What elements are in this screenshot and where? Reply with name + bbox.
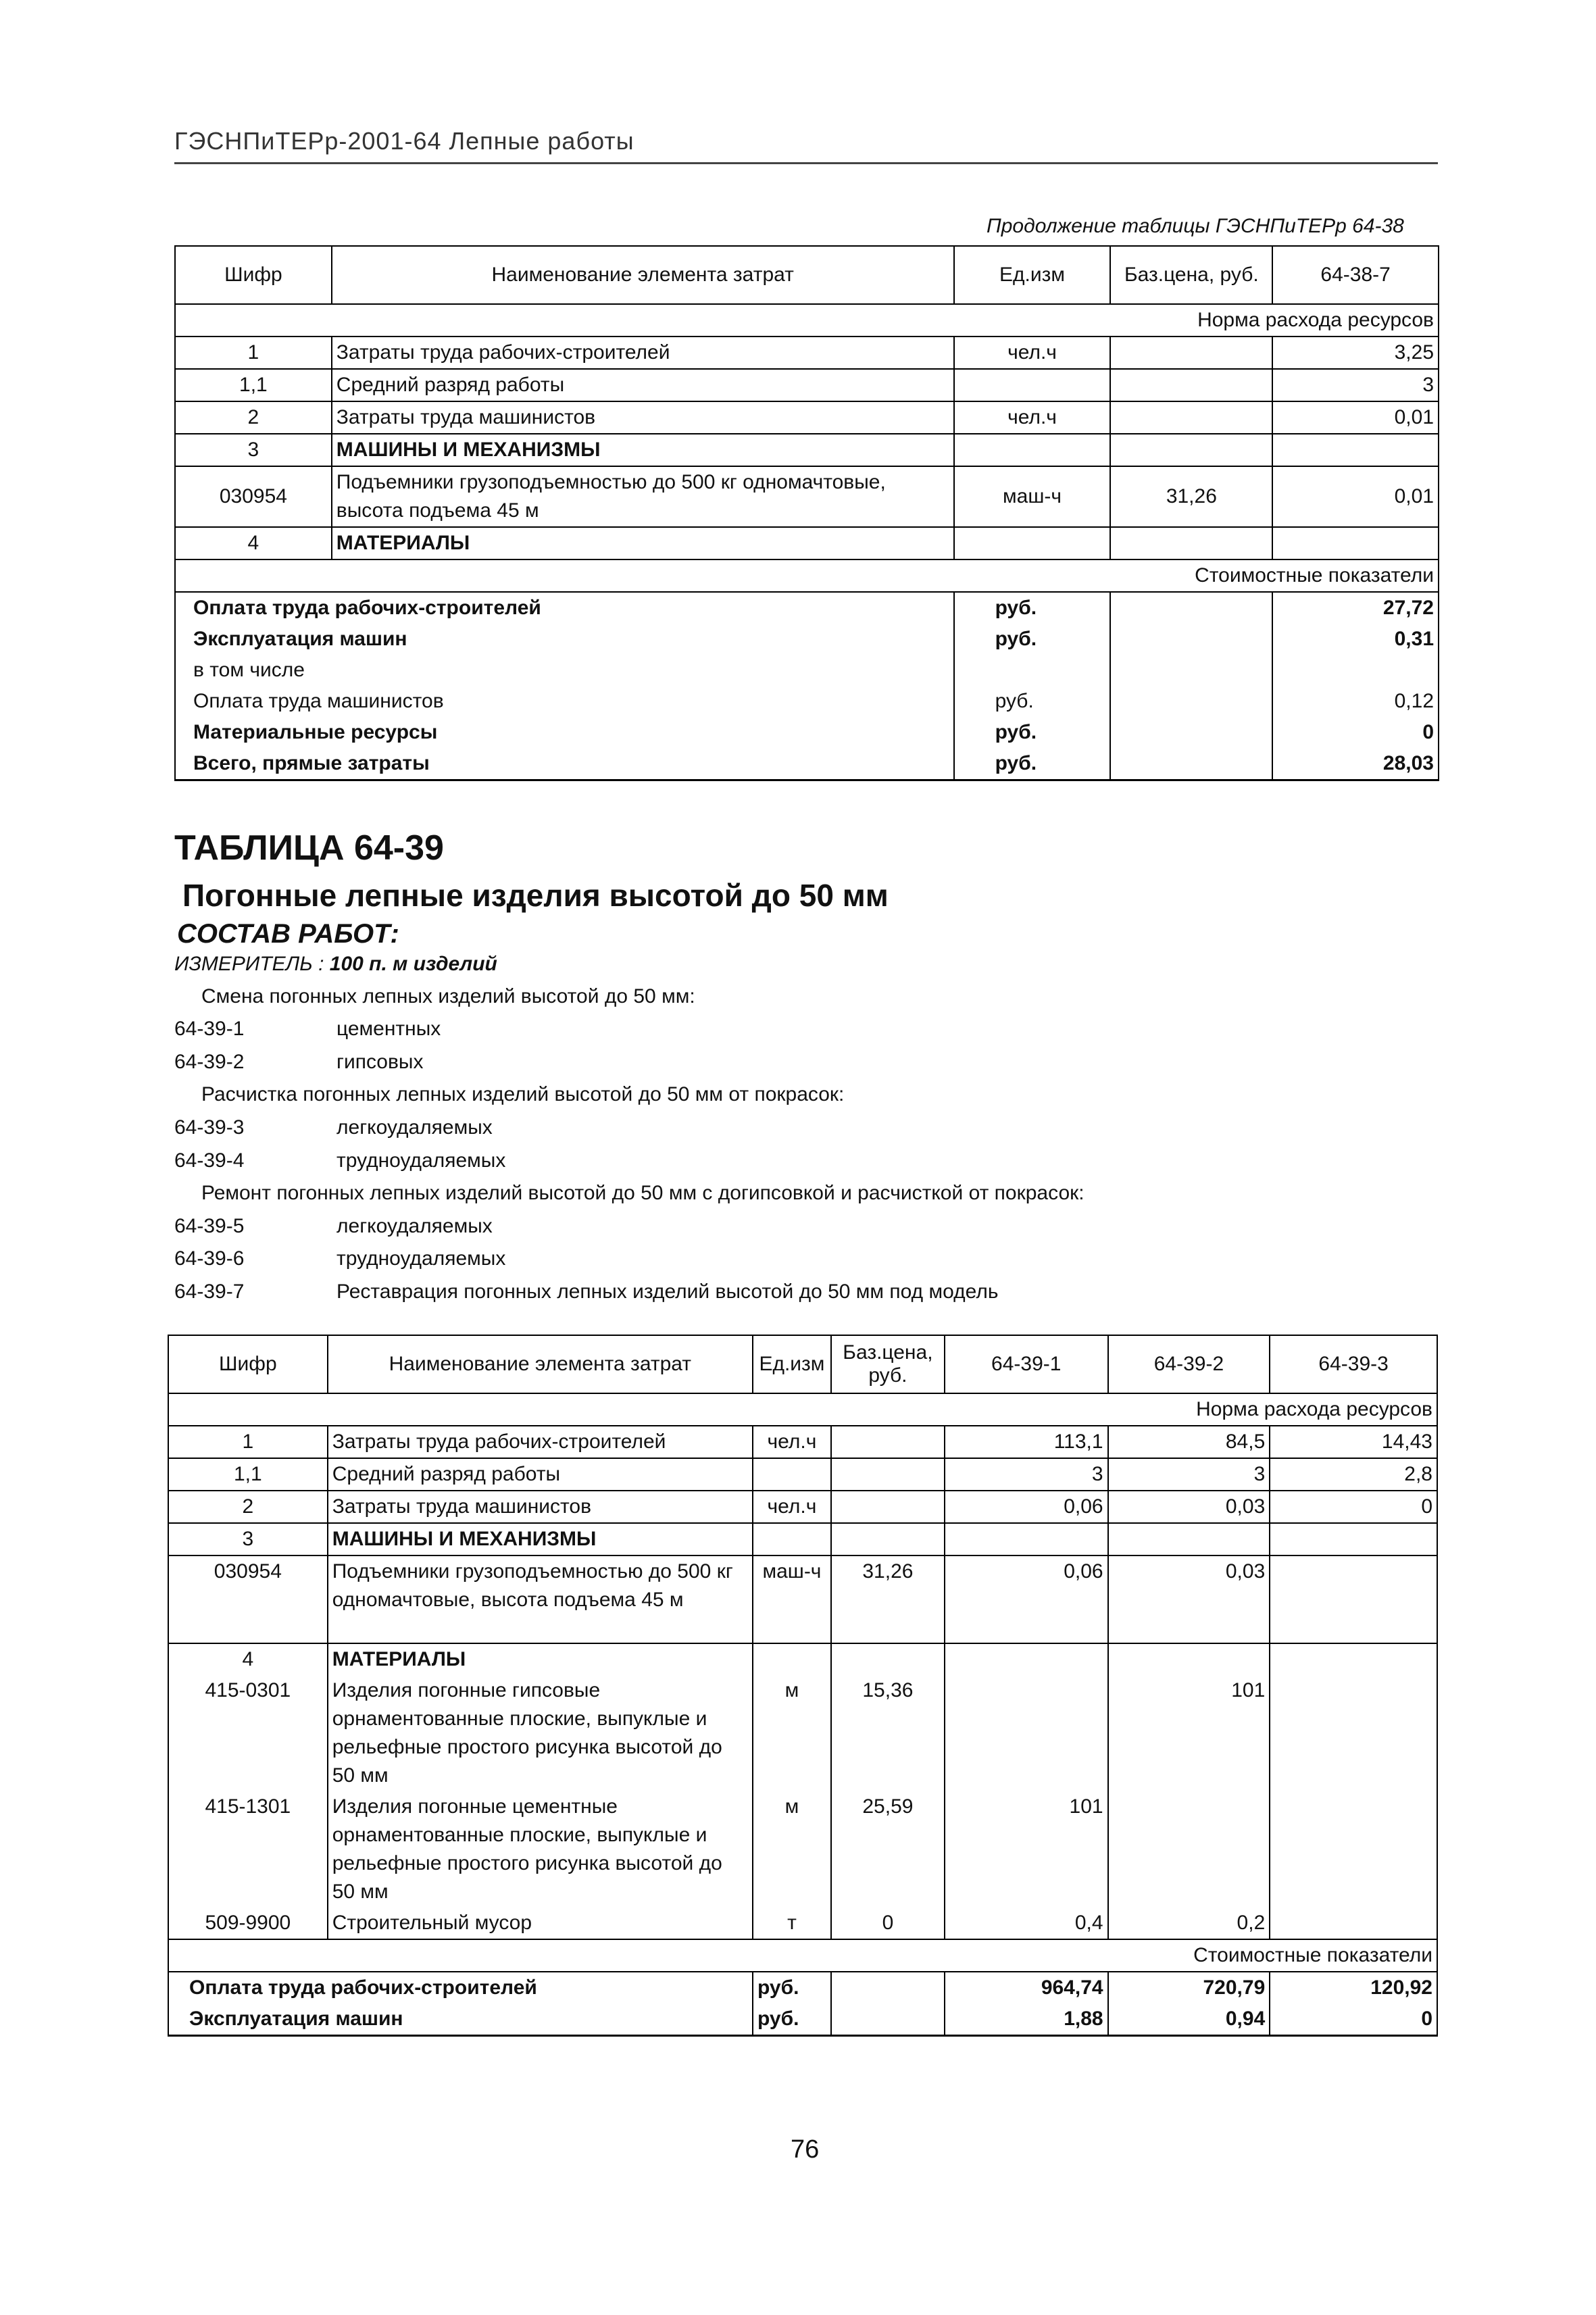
col-header-code: Шифр <box>168 1335 328 1393</box>
work-group-3: Ремонт погонных лепных изделий высотой до 50 мм с догипсовкой и расчисткой от покрасок: <box>201 1182 1084 1204</box>
cost-label: Стоимостные показатели <box>168 1939 1437 1972</box>
table-row <box>168 1555 1437 1643</box>
row-unit: м <box>753 1791 831 1908</box>
row-name: МАТЕРИАЛЫ <box>332 527 954 559</box>
row-value-2: 0,2 <box>1108 1908 1270 1939</box>
table-row <box>175 337 1439 369</box>
cost-empty <box>1110 624 1272 655</box>
row-code: 509-9900 <box>168 1908 328 1939</box>
cost-value: 0 <box>1272 717 1439 748</box>
row-value-1 <box>945 1643 1108 1675</box>
table-row <box>168 1458 1437 1491</box>
cost-name: Оплата труда машинистов <box>175 686 954 717</box>
cost-value: 0,31 <box>1272 624 1439 655</box>
table-64-38 <box>174 245 1439 781</box>
row-code: 415-1301 <box>168 1791 328 1908</box>
row-value: 0,01 <box>1272 466 1439 527</box>
row-unit: чел.ч <box>753 1426 831 1458</box>
row-code: 030954 <box>168 1555 328 1643</box>
table-64-39 <box>168 1335 1438 2037</box>
measurement-label: ИЗМЕРИТЕЛЬ : <box>174 953 324 975</box>
table-header-row <box>175 246 1439 304</box>
cost-row <box>168 1972 1437 2003</box>
row-value <box>1272 527 1439 559</box>
norm-label: Норма расхода ресурсов <box>175 304 1439 337</box>
table-subtitle: Погонные лепные изделия высотой до 50 мм <box>182 878 889 913</box>
row-name: Затраты труда машинистов <box>328 1491 753 1523</box>
row-price <box>831 1523 945 1555</box>
row-value-2: 101 <box>1108 1675 1270 1791</box>
table-row <box>175 401 1439 434</box>
row-value-1: 3 <box>945 1458 1108 1491</box>
table-row <box>168 1426 1437 1458</box>
row-name: Подъемники грузоподъемностью до 500 кг одномачтовые, высота подъема 45 м <box>328 1555 753 1643</box>
row-unit: чел.ч <box>954 337 1111 369</box>
col-header-code-64-38-7: 64-38-7 <box>1272 246 1439 304</box>
row-value-2: 3 <box>1108 1458 1270 1491</box>
row-name: МАТЕРИАЛЫ <box>328 1643 753 1675</box>
row-value: 0,01 <box>1272 401 1439 434</box>
norm-label: Норма расхода ресурсов <box>168 1393 1437 1426</box>
table-title: ТАБЛИЦА 64-39 <box>174 828 444 868</box>
work-code-4: 64-39-4 <box>174 1149 245 1172</box>
cost-value-1: 964,74 <box>945 1972 1108 2003</box>
row-value-3: 14,43 <box>1270 1426 1437 1458</box>
row-value-3: 2,8 <box>1270 1458 1437 1491</box>
work-group-1: Смена погонных лепных изделий высотой до 50 мм: <box>201 985 695 1007</box>
row-name: Подъемники грузоподъемностью до 500 кг одномачтовые, высота подъема 45 м <box>332 466 954 527</box>
row-price: 31,26 <box>831 1555 945 1643</box>
cost-unit <box>954 655 1111 686</box>
cost-unit: руб. <box>753 2003 831 2036</box>
cost-empty <box>1110 686 1272 717</box>
cost-unit: руб. <box>954 717 1111 748</box>
row-value-2 <box>1108 1791 1270 1908</box>
row-price <box>831 1458 945 1491</box>
row-code: 2 <box>168 1491 328 1523</box>
row-price: 0 <box>831 1908 945 1939</box>
row-price <box>1110 369 1272 401</box>
cost-name: Эксплуатация машин <box>175 624 954 655</box>
row-value-3 <box>1270 1523 1437 1555</box>
norm-row <box>175 304 1439 337</box>
header-rule <box>174 162 1438 164</box>
cost-row <box>175 717 1439 748</box>
col-header-64-39-3: 64-39-3 <box>1270 1335 1437 1393</box>
row-value-2 <box>1108 1643 1270 1675</box>
cost-value-2: 720,79 <box>1108 1972 1270 2003</box>
row-value-2: 0,03 <box>1108 1491 1270 1523</box>
work-group-2: Расчистка погонных лепных изделий высотой до 50 мм от покрасок: <box>201 1083 845 1105</box>
table-continuation-caption: Продолжение таблицы ГЭСНПиТЕРр 64-38 <box>987 215 1404 237</box>
row-value-3 <box>1270 1555 1437 1643</box>
cost-empty <box>1110 592 1272 624</box>
row-value-1: 0,06 <box>945 1491 1108 1523</box>
col-header-64-39-2: 64-39-2 <box>1108 1335 1270 1393</box>
cost-row <box>175 655 1439 686</box>
table-row <box>168 1643 1437 1675</box>
work-code-5: 64-39-5 <box>174 1215 245 1237</box>
row-code: 1,1 <box>168 1458 328 1491</box>
row-name: Затраты труда рабочих-строителей <box>328 1426 753 1458</box>
cost-label: Стоимостные показатели <box>175 559 1439 592</box>
row-price <box>831 1426 945 1458</box>
row-code: 415-0301 <box>168 1675 328 1791</box>
row-name: МАШИНЫ И МЕХАНИЗМЫ <box>328 1523 753 1555</box>
table-row <box>168 1675 1437 1791</box>
row-unit <box>954 369 1111 401</box>
row-code: 3 <box>175 434 332 466</box>
row-unit <box>753 1523 831 1555</box>
row-unit: т <box>753 1908 831 1939</box>
row-price: 31,26 <box>1110 466 1272 527</box>
row-value-3 <box>1270 1675 1437 1791</box>
cost-value <box>1272 655 1439 686</box>
cost-empty <box>1110 655 1272 686</box>
row-name: МАШИНЫ И МЕХАНИЗМЫ <box>332 434 954 466</box>
row-name: Изделия погонные цементные орнаментованные плоские, выпуклые и рельефные простого рисунка высотой до 50 мм <box>328 1791 753 1908</box>
row-unit: маш-ч <box>753 1555 831 1643</box>
work-code-1: 64-39-1 <box>174 1018 245 1040</box>
cost-value-1: 1,88 <box>945 2003 1108 2036</box>
cost-row <box>168 2003 1437 2036</box>
row-code: 4 <box>175 527 332 559</box>
cost-empty <box>1110 717 1272 748</box>
row-code: 1,1 <box>175 369 332 401</box>
row-name: Затраты труда машинистов <box>332 401 954 434</box>
row-price <box>1110 434 1272 466</box>
table-row <box>168 1523 1437 1555</box>
cost-value: 27,72 <box>1272 592 1439 624</box>
work-desc-1: цементных <box>336 1018 441 1040</box>
work-desc-7: Реставрация погонных лепных изделий высотой до 50 мм под модель <box>336 1280 999 1303</box>
cost-unit: руб. <box>954 592 1111 624</box>
row-value-1: 0,4 <box>945 1908 1108 1939</box>
row-value-2 <box>1108 1523 1270 1555</box>
work-desc-2: гипсовых <box>336 1051 424 1073</box>
row-value-1: 101 <box>945 1791 1108 1908</box>
col-header-name: Наименование элемента затрат <box>328 1335 753 1393</box>
col-header-unit: Ед.изм <box>753 1335 831 1393</box>
row-code: 1 <box>168 1426 328 1458</box>
row-code: 2 <box>175 401 332 434</box>
work-desc-3: легкоудаляемых <box>336 1116 493 1139</box>
cost-unit: руб. <box>954 686 1111 717</box>
page-number: 76 <box>791 2135 820 2164</box>
cost-value-2: 0,94 <box>1108 2003 1270 2036</box>
row-value-3 <box>1270 1791 1437 1908</box>
cost-name: Эксплуатация машин <box>168 2003 753 2036</box>
cost-value: 0,12 <box>1272 686 1439 717</box>
cost-unit: руб. <box>753 1972 831 2003</box>
measurement-unit <box>174 953 497 976</box>
cost-row <box>175 748 1439 780</box>
table-row <box>175 369 1439 401</box>
cost-name: Оплата труда рабочих-строителей <box>168 1972 753 2003</box>
table-row <box>175 527 1439 559</box>
row-value <box>1272 434 1439 466</box>
row-unit: маш-ч <box>954 466 1111 527</box>
col-header-price: Баз.цена, руб. <box>831 1335 945 1393</box>
cost-name: в том числе <box>175 655 954 686</box>
cost-row <box>175 624 1439 655</box>
cost-empty <box>831 2003 945 2036</box>
table-row <box>168 1491 1437 1523</box>
work-composition-heading: СОСТАВ РАБОТ: <box>177 919 399 949</box>
row-name: Средний разряд работы <box>332 369 954 401</box>
row-value-1 <box>945 1523 1108 1555</box>
cost-row <box>175 592 1439 624</box>
cost-label-row <box>168 1939 1437 1972</box>
row-name: Затраты труда рабочих-строителей <box>332 337 954 369</box>
cost-unit: руб. <box>954 748 1111 780</box>
row-code: 030954 <box>175 466 332 527</box>
measurement-value: 100 п. м изделий <box>329 953 497 975</box>
row-value-2: 84,5 <box>1108 1426 1270 1458</box>
row-value-1: 113,1 <box>945 1426 1108 1458</box>
cost-empty <box>1110 748 1272 780</box>
row-value-3: 0 <box>1270 1491 1437 1523</box>
col-header-64-39-1: 64-39-1 <box>945 1335 1108 1393</box>
cost-empty <box>831 1972 945 2003</box>
row-unit <box>954 527 1111 559</box>
row-price <box>831 1643 945 1675</box>
page-header: ГЭСНПиТЕРр-2001-64 Лепные работы <box>174 127 634 155</box>
row-unit: чел.ч <box>753 1491 831 1523</box>
cost-unit: руб. <box>954 624 1111 655</box>
row-value-2: 0,03 <box>1108 1555 1270 1643</box>
row-value-3 <box>1270 1643 1437 1675</box>
table-header-row <box>168 1335 1437 1393</box>
row-price <box>1110 337 1272 369</box>
row-code: 1 <box>175 337 332 369</box>
work-desc-6: трудноудаляемых <box>336 1247 506 1270</box>
row-name: Строительный мусор <box>328 1908 753 1939</box>
table-row <box>168 1791 1437 1908</box>
row-unit <box>954 434 1111 466</box>
cost-value-3: 120,92 <box>1270 1972 1437 2003</box>
cost-name: Материальные ресурсы <box>175 717 954 748</box>
work-desc-5: легкоудаляемых <box>336 1215 493 1237</box>
work-code-7: 64-39-7 <box>174 1280 245 1303</box>
row-unit: м <box>753 1675 831 1791</box>
row-unit: чел.ч <box>954 401 1111 434</box>
cost-value: 28,03 <box>1272 748 1439 780</box>
row-value-3 <box>1270 1908 1437 1939</box>
cost-row <box>175 686 1439 717</box>
row-price: 25,59 <box>831 1791 945 1908</box>
cost-label-row <box>175 559 1439 592</box>
row-unit <box>753 1643 831 1675</box>
work-desc-4: трудноудаляемых <box>336 1149 506 1172</box>
row-price <box>1110 401 1272 434</box>
row-name: Средний разряд работы <box>328 1458 753 1491</box>
table-row <box>168 1908 1437 1939</box>
row-code: 3 <box>168 1523 328 1555</box>
table-row <box>175 434 1439 466</box>
cost-name: Оплата труда рабочих-строителей <box>175 592 954 624</box>
norm-row <box>168 1393 1437 1426</box>
work-code-3: 64-39-3 <box>174 1116 245 1139</box>
row-value-1 <box>945 1675 1108 1791</box>
row-price: 15,36 <box>831 1675 945 1791</box>
row-value-1: 0,06 <box>945 1555 1108 1643</box>
row-code: 4 <box>168 1643 328 1675</box>
row-price <box>1110 527 1272 559</box>
row-value: 3,25 <box>1272 337 1439 369</box>
table-row <box>175 466 1439 527</box>
col-header-name: Наименование элемента затрат <box>332 246 954 304</box>
cost-value-3: 0 <box>1270 2003 1437 2036</box>
cost-name: Всего, прямые затраты <box>175 748 954 780</box>
row-name: Изделия погонные гипсовые орнаментованные плоские, выпуклые и рельефные простого рисунка высотой до 50 мм <box>328 1675 753 1791</box>
work-code-6: 64-39-6 <box>174 1247 245 1270</box>
work-code-2: 64-39-2 <box>174 1051 245 1073</box>
row-unit <box>753 1458 831 1491</box>
col-header-code: Шифр <box>175 246 332 304</box>
row-price <box>831 1491 945 1523</box>
row-value: 3 <box>1272 369 1439 401</box>
col-header-price: Баз.цена, руб. <box>1110 246 1272 304</box>
col-header-unit: Ед.изм <box>954 246 1111 304</box>
